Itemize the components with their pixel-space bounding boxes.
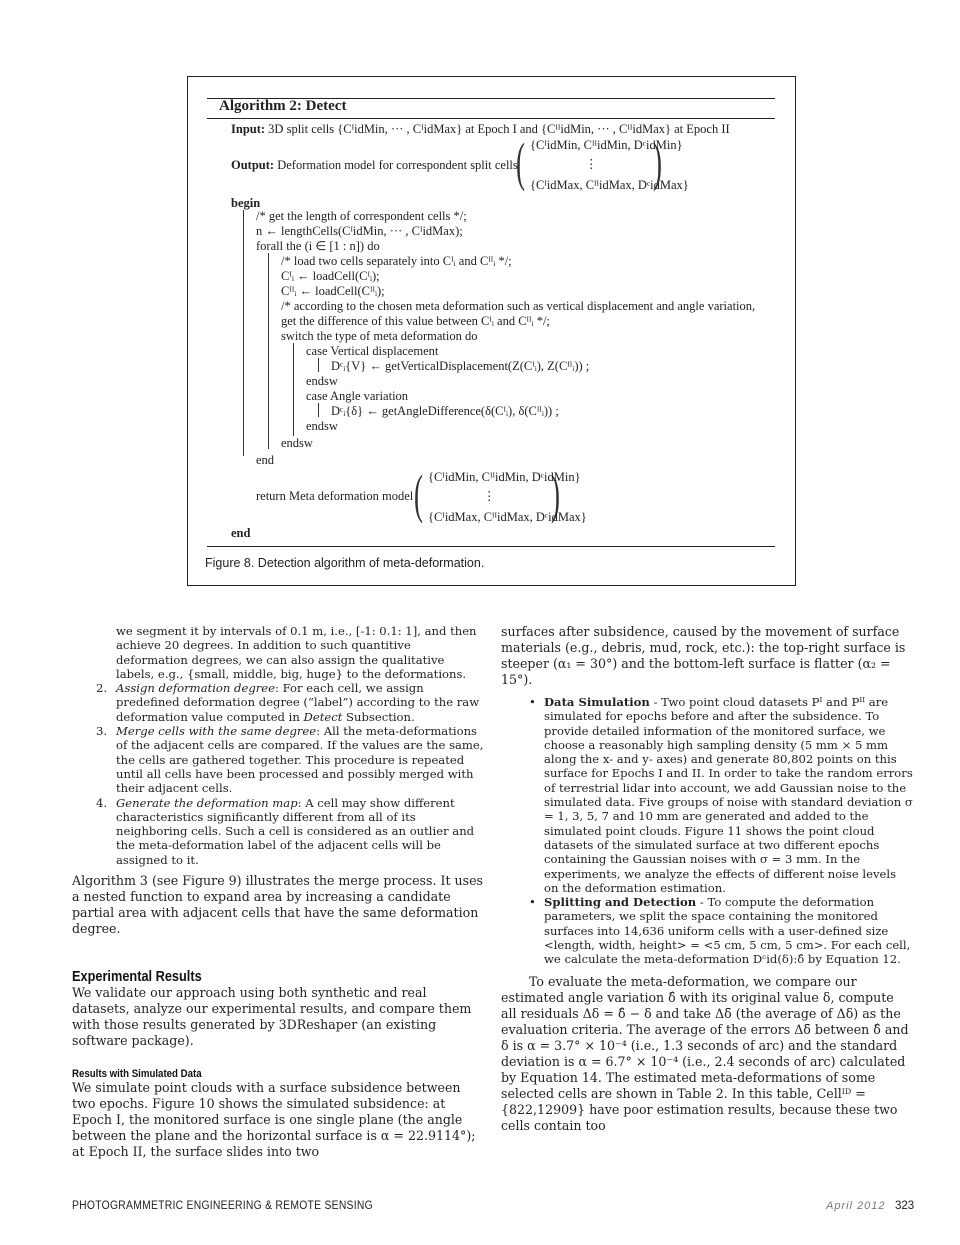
alg-forall: forall the (i ∈ [1 : n]) do — [256, 239, 380, 253]
alg-vertical-displacement: Dᶜᵢ{V} ← getVerticalDisplacement(Z(Cᴵᵢ), Z(Cᴵᴵᵢ)) ; — [331, 359, 590, 373]
algorithm-output: Output: Deformation model for correspondent split cells — [231, 158, 518, 172]
figure-caption: Figure 8. Detection algorithm of meta-deformation. — [205, 556, 485, 570]
bullet-splitting-detection: • Splitting and Detection - To compute the deformation parameters, we split the space containing the monitored surfaces into 14,636 uniform cells with a user-defined size <length, width, height> = <5 cm, 5 cm, 5 cm>. For each cell, we calculate the meta-deformation Dᶜid(δ):δ̂ by Equation 12. — [529, 895, 911, 967]
alg-end-1: end — [256, 453, 275, 467]
output-row-bottom: {CᴵidMax, CᴵᴵidMax, DᶜidMax} — [530, 178, 689, 192]
alg-case-2: case Angle variation — [306, 389, 409, 403]
left-column — [72, 624, 484, 1160]
section-paragraph: We validate our approach using both synthetic and real datasets, analyze our experimental results, and compare them with those results generated by 3DReshaper (an existing software package). — [72, 985, 472, 1049]
alg-comment-3a: /* according to the chosen meta deformation such as vertical displacement and angle variation, — [281, 299, 756, 313]
subsection-paragraph: We simulate point clouds with a surface subsidence between two epochs. Figure 10 shows the simulated subsidence: at Epoch I, the monitored surface is one single plane (the angle between the plane and the horizontal surface is α = 22.9114°); at Epoch II, the surface slides into two — [72, 1080, 476, 1160]
return-left-paren: ( — [414, 464, 423, 524]
alg-load-2: Cᴵᴵᵢ ← loadCell(Cᴵᴵᵢ); — [281, 284, 385, 298]
footer-date: April 2012 — [826, 1200, 886, 1212]
alg-begin: begin — [231, 196, 261, 210]
return-row-top: {CᴵidMin, CᴵᴵidMin, DᶜidMin} — [428, 470, 581, 484]
list-item-assign: 2. Assign deformation degree: For each cell, we assign predefined deformation degree (“label”) according to the raw deformation value computed in Detect Subsection. — [96, 681, 480, 724]
output-left-paren: ( — [516, 132, 525, 192]
switch-block-line — [293, 343, 294, 436]
alg-load-1: Cᴵᵢ ← loadCell(Cᴵᵢ); — [281, 269, 380, 283]
right-paragraph-1: surfaces after subsidence, caused by the movement of surface materials (e.g., debris, mud, rock, etc.): the top-right surface is steeper (α₁ = 30°) and the bottom-left surface is flatter (α₂ = 15°). — [501, 624, 906, 687]
right-paragraph-2: To evaluate the meta-deformation, we compare our estimated angle variation δ̂ with its original value δ, compute all residuals Δδ = δ̂ − δ and take Δδ̄ (the average of Δδ) as the evaluation criteria. The average of the errors Δδ̄ between δ̂ and δ is α = 3.7° × 10⁻⁴ (i.e., 1.3 seconds of arc) and the standard deviation is α = 6.7° × 10⁻⁴ (i.e., 2.4 seconds of arc) calculated by Equation 14. The estimated meta-deformations of some selected cells are shown in Table 2. In this table, Cellᴵᴰ = {822,12909} have poor estimation results, because these two cells contain too — [501, 973, 909, 1133]
output-row-top: {CᴵidMin, CᴵᴵidMin, DᶜidMin} — [530, 138, 683, 152]
section-heading: Experimental Results — [72, 968, 202, 986]
begin-block-line — [243, 210, 244, 456]
bullet-data-simulation: • Data Simulation - Two point cloud datasets Pᴵ and Pᴵᴵ are simulated for epochs before and after the subsidence. To provide detailed information of the monitored surface, we choose a reasonably high sampling density (5 mm × 5 mm along the x- and y- axes) and generate 80,802 points on this surface for Epochs I and II. In order to take the random errors of terrestrial lidar into account, we add Gaussian noise to the simulated data. Five groups of noise with standard deviation σ = 1, 3, 5, 7 and 10 mm are generated and added to the simulated point clouds. Figure 11 shows the point cloud datasets of the simulated surface at two different epochs containing the Gaussian noises with σ = 3 mm. In the experiments, we analyze the effects of different noise levels on the deformation estimation. — [529, 695, 913, 895]
alg-case-1: case Vertical displacement — [306, 344, 439, 358]
alg-comment-3b: get the difference of this value between Cᴵᵢ and Cᴵᴵᵢ */; — [281, 314, 550, 328]
alg-n-assign: n ← lengthCells(CᴵidMin, ··· , CᴵidMax); — [256, 224, 463, 238]
alg-angle-difference: Dᶜᵢ{δ} ← getAngleDifference(δ(Cᴵᵢ), δ(Cᴵᴵᵢ)) ; — [331, 404, 559, 418]
forall-block-line — [268, 253, 269, 449]
algorithm-title: Algorithm 2: Detect — [219, 98, 347, 114]
alg-endsw-2: endsw — [306, 419, 338, 433]
alg-switch: switch the type of meta deformation do — [281, 329, 478, 343]
case2-block-line — [318, 403, 319, 417]
algorithm-input: Input: 3D split cells {CᴵidMin, ··· , CᴵidMax} at Epoch I and {CᴵᴵidMin, ··· , CᴵᴵidMax} at Epoch II — [231, 122, 730, 136]
right-column — [501, 624, 913, 1134]
alg-endsw-1: endsw — [306, 374, 338, 388]
alg-return: return Meta deformation model — [256, 489, 414, 503]
subsection-heading: Results with Simulated Data — [72, 1068, 202, 1081]
alg-comment-1: /* get the length of correspondent cells */; — [256, 209, 467, 223]
bullet-dot: • — [529, 895, 536, 910]
output-right-paren: ) — [653, 132, 662, 192]
list-item-merge: 3. Merge cells with the same degree: All the meta-deformations of the adjacent cells are compared. If the values are the same, the cells are gathered together. This procedure is repeated until all cells have been processed and possibly merged with their adjacent cells. — [96, 724, 484, 796]
case1-block-line — [318, 358, 319, 372]
algorithm-bottom-rule — [207, 546, 775, 547]
return-right-paren: ) — [551, 464, 560, 524]
merge-paragraph: Algorithm 3 (see Figure 9) illustrates the merge process. It uses a nested function to expand area by increasing a candidate partial area with adjacent cells that have the same deformation degree. — [72, 873, 483, 937]
alg-endsw-3: endsw — [281, 436, 313, 450]
list-item-generate: 4. Generate the deformation map: A cell may show different characteristics significantly different from all of its neighboring cells. Such a cell is considered as an outlier and the meta-deformation label of the adjacent cells will be assigned to it. — [96, 795, 475, 867]
footer-journal-name: PHOTOGRAMMETRIC ENGINEERING & REMOTE SENSING — [72, 1200, 373, 1212]
bullet-dot: • — [529, 695, 536, 709]
return-row-bottom: {CᴵidMax, CᴵᴵidMax, DᶜidMax} — [428, 510, 587, 524]
output-row-ellipsis: ⋮ — [585, 157, 598, 171]
alg-comment-2: /* load two cells separately into Cᴵᵢ and Cᴵᴵᵢ */; — [281, 254, 512, 268]
alg-end-2: end — [231, 526, 251, 540]
footer-page-number: 323 — [895, 1200, 915, 1212]
list-intro-paragraph: we segment it by intervals of 0.1 m, i.e., [-1: 0.1: 1], and then achieve 20 degrees. In addition to such quantitive deformation degrees, we can also assign the qualitative labels, e.g., {small, middle, big, huge} to the deformations. — [116, 624, 477, 681]
return-row-ellipsis: ⋮ — [483, 489, 496, 503]
algorithm-header-rule — [207, 118, 775, 119]
